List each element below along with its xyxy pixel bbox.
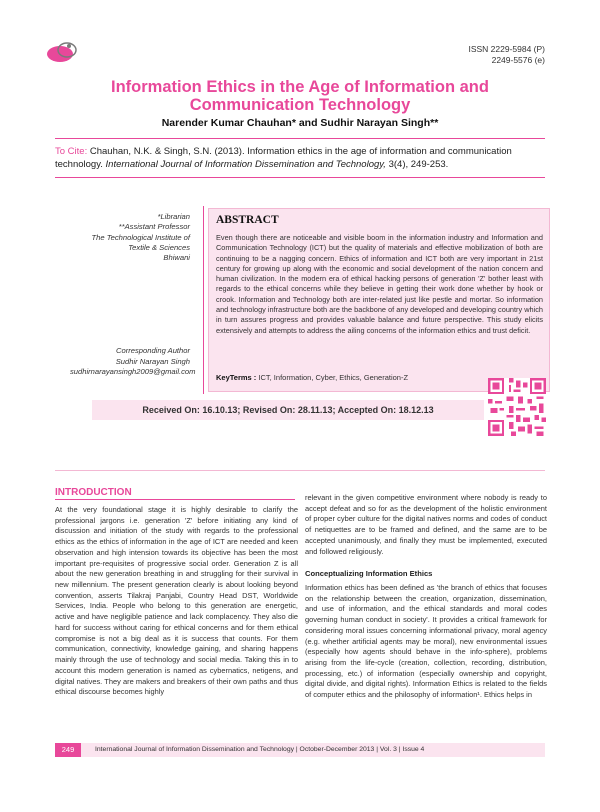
subsection-heading: Conceptualizing Information Ethics (305, 569, 433, 578)
footer-journal: International Journal of Information Dissemination and Technology | October-December 2013 | Vol. 3 | Issue 4 (95, 746, 425, 753)
cite-label: To Cite: (55, 146, 88, 157)
citation-rule (55, 177, 545, 178)
keywords (216, 373, 408, 382)
introduction-text: At the very foundational stage it is highly desirable to clarify the professional jargons i.e. generation 'Z' before initiating any kind of discussion and initiation of the study with regards to the professional ethics as the ethics of information in the age of ICT are needed and keen observation and high intension towards its objective has been the most important pre-requisites of progressive social order. Generation Z is all about the new generation breathing in and struggling for their survival in new millennium. The present generation clearly is about looking beyond convention, asserts Tilakraj Panjabi, Country Head DST, Worldwide Services, India. People who belong to this generation are energetic, active and have negligible patience and lack complacency. They also die hard for success without caring for ethical concerns and for them ethical compromise is not a big deal as it is success that counts. For them communication, connectivity, knowledge gaining, and sharing happens mainly through the use of technology and social media. Taking this in to account this modern generation is named as cybernatics, netigens, and digital natives. They are makers and breakers of their own paths and thus ethical discourse becomes highly (55, 505, 298, 697)
abstract-heading: ABSTRACT (216, 214, 279, 226)
issn-block (385, 44, 545, 66)
title-rule (55, 138, 545, 139)
column-divider (203, 206, 204, 394)
column2-text: relevant in the given competitive environment where nobody is ready to accept defeat and so for as the development of the holistic environment of proper cyber culture for the digital natives norms and codes of conduct of netiquettes are to be framed and defined, and the same are to be accepted unanimously, and finally they must be implemented, executed and followed religiously. (305, 493, 547, 556)
page-number: 249 (55, 743, 81, 757)
subsection-text: Information ethics has been defined as 'the branch of ethics that focuses on the relationship between the creation, organization, dissemination, and use of information, and the ethical standards and moral codes governing human conduct in society'. It provides a critical framework for considering moral issues concerning informational privacy, moral agency (e.g. whether artificial agents may be moral), new environmental issues (especially how agents should behave in the info-sphere), problems arising from the life-cycle (creation, collection, recording, distribution, processing, etc.) of information (especially ownership and copyright, digital divide, and digital rights). Information Ethics is related to the fields of computer ethics and the philosophy of information¹. Ethics helps in (305, 583, 547, 700)
affiliation-line: The Technological Institute of Textile & Sciences (91, 232, 190, 252)
issn-online: 2249-5576 (e) (491, 55, 545, 65)
issn-print: ISSN 2229-5984 (P) (468, 44, 545, 54)
keywords-text: ICT, Information, Cyber, Ethics, Generation-Z (258, 373, 409, 382)
corresponding-author (70, 346, 196, 378)
affiliation (90, 212, 190, 263)
affiliation-line: Bhiwani (163, 253, 190, 263)
affiliation-line: *Librarian (157, 212, 190, 221)
cite-volume: 3(4), 249-253. (388, 159, 449, 170)
introduction-heading: INTRODUCTION (55, 487, 132, 498)
corr-name: Sudhir Narayan Singh (115, 356, 190, 366)
corr-label: Corresponding Author (115, 346, 190, 355)
keywords-label: KeyTerms : (216, 373, 257, 382)
cite-journal: International Journal of Information Dissemination and Technology, (105, 159, 386, 170)
article-title: Information Ethics in the Age of Information and Communication Technology (111, 78, 489, 114)
received-dates: Received On: 16.10.13; Revised On: 28.11.13; Accepted On: 18.12.13 (92, 400, 484, 420)
article-authors: Narender Kumar Chauhan* and Sudhir Narayan Singh** (161, 117, 439, 129)
qr-code (488, 378, 546, 436)
cite-text: Chauhan, N.K. & Singh, S.N. (2013). Information ethics in the age of information and communication technology. (55, 146, 512, 170)
abstract-box (208, 208, 550, 392)
journal-logo (45, 40, 79, 66)
corr-email: sudhirnarayansingh2009@gmail.com (70, 367, 196, 376)
section-divider (55, 470, 545, 471)
abstract-text: Even though there are noticeable and visible boom in the information industry and Information and Communication Technology (ICT) but the quality of materials and effective mobilization of both are continuing to be a nagging concern. Ethics of information and ICT both are very important in 21st century for growing up along with the economic and social development of the nation concern and human civilization. In the modern era of ethical hacking persons of generation 'Z' bother least with regards to the ethical concerns while they believe in getting their work done whether by hook or crook. Information and Technology both are inter-related just like pestle and mortar. So information and technology infrastructure both are the backbone of any developed and developing country which in turn assures progress and provides valuable balance and future perspective. This study elicits extensively and attempts to address the ailing concerns of the information ethics and trust deficit. (216, 233, 543, 335)
introduction-rule (55, 499, 295, 500)
citation (55, 145, 547, 171)
affiliation-line: **Assistant Professor (118, 222, 190, 232)
